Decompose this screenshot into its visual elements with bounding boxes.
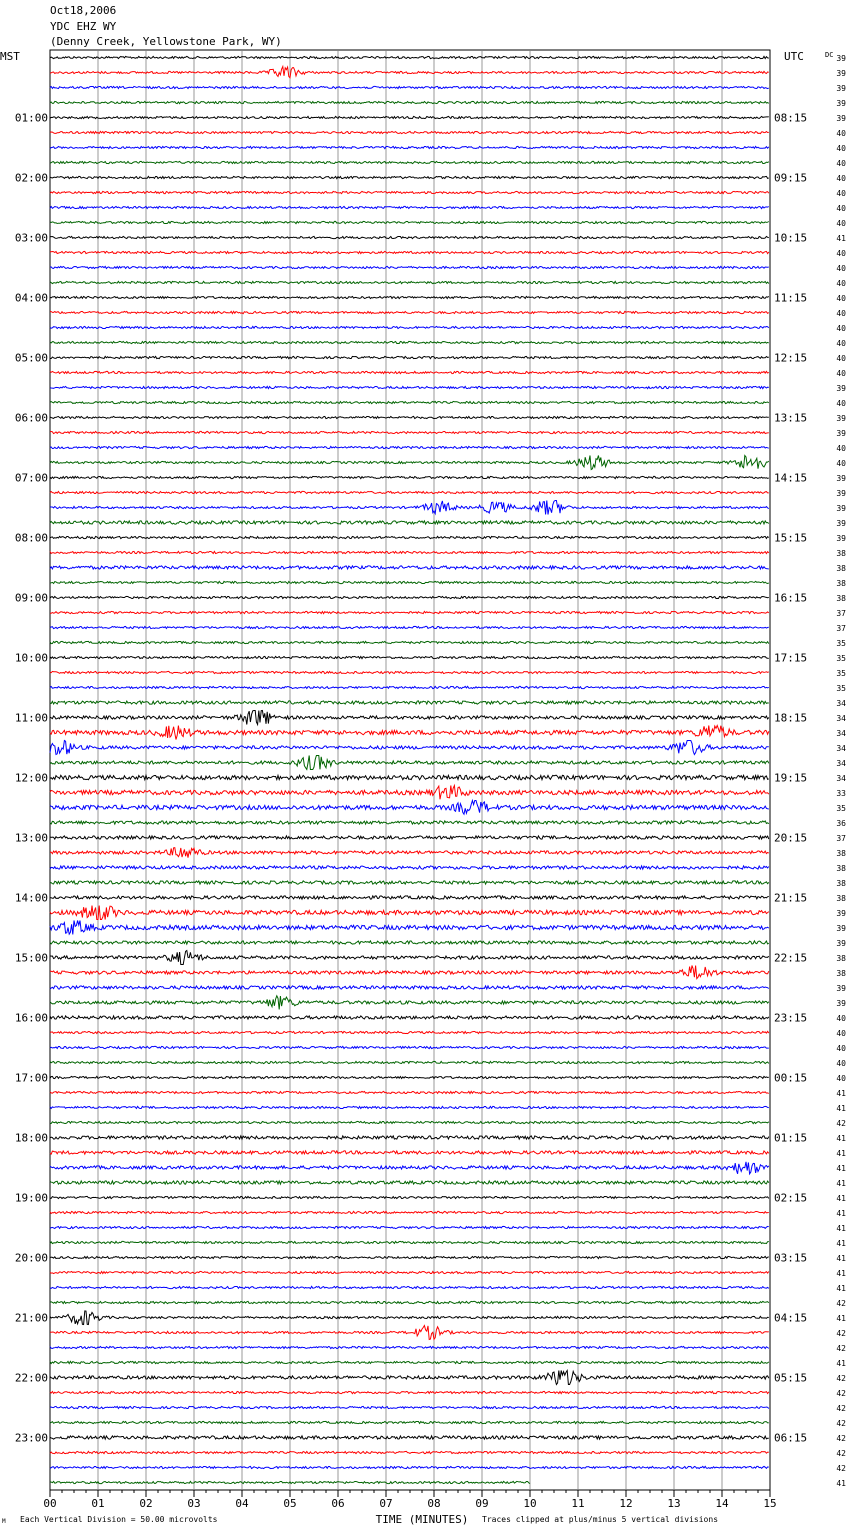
left-hour-label: 19:00 bbox=[14, 1191, 48, 1205]
dc-offset-label: 38 bbox=[836, 594, 846, 603]
trace-line bbox=[50, 921, 769, 935]
trace-line bbox=[50, 266, 769, 268]
trace-line bbox=[50, 1046, 769, 1048]
trace-line bbox=[50, 671, 769, 673]
trace-line bbox=[50, 1031, 769, 1033]
x-tick-label: 12 bbox=[619, 1497, 633, 1510]
right-hour-label: 08:15 bbox=[774, 111, 808, 125]
dc-offset-label: 34 bbox=[836, 714, 846, 723]
trace-line bbox=[50, 951, 769, 965]
right-hour-label: 19:15 bbox=[774, 771, 808, 785]
trace-line bbox=[50, 116, 769, 118]
dc-offset-label: 35 bbox=[836, 804, 846, 813]
dc-offset-label: 38 bbox=[836, 549, 846, 558]
dc-offset-label: 41 bbox=[836, 1479, 846, 1488]
trace-line bbox=[50, 67, 769, 78]
left-hour-label: 16:00 bbox=[14, 1011, 48, 1025]
right-hour-label: 13:15 bbox=[774, 411, 808, 425]
dc-offset-label: 34 bbox=[836, 774, 846, 783]
trace-line bbox=[50, 401, 769, 403]
trace-line bbox=[50, 1181, 769, 1184]
trace-line bbox=[50, 941, 769, 944]
dc-offset-label: 41 bbox=[836, 1239, 846, 1248]
trace-line bbox=[50, 1311, 769, 1325]
dc-offset-label: 37 bbox=[836, 609, 846, 618]
trace-line bbox=[50, 775, 769, 779]
x-tick-label: 10 bbox=[523, 1497, 537, 1510]
trace-line bbox=[50, 906, 769, 920]
dc-offset-label: 39 bbox=[836, 474, 846, 483]
trace-line bbox=[50, 866, 769, 869]
trace-line bbox=[50, 446, 769, 448]
trace-line bbox=[50, 456, 769, 470]
dc-offset-label: 39 bbox=[836, 939, 846, 948]
dc-offset-label: 40 bbox=[836, 1059, 846, 1068]
trace-line bbox=[50, 221, 769, 223]
trace-line bbox=[50, 1196, 769, 1198]
trace-line bbox=[50, 1271, 769, 1273]
trace-line bbox=[50, 896, 769, 899]
dc-offset-label: 40 bbox=[836, 1014, 846, 1023]
dc-offset-label: 42 bbox=[836, 1374, 846, 1383]
trace-line bbox=[50, 1241, 769, 1243]
dc-offset-label: 40 bbox=[836, 399, 846, 408]
trace-line bbox=[50, 611, 769, 613]
right-hour-label: 17:15 bbox=[774, 651, 808, 665]
trace-line bbox=[50, 1136, 769, 1139]
dc-offset-label: 35 bbox=[836, 669, 846, 678]
trace-line bbox=[50, 1091, 769, 1093]
dc-offset-label: 40 bbox=[836, 189, 846, 198]
dc-offset-label: 40 bbox=[836, 219, 846, 228]
x-tick-label: 09 bbox=[475, 1497, 489, 1510]
x-tick-label: 05 bbox=[283, 1497, 297, 1510]
left-hour-label: 18:00 bbox=[14, 1131, 48, 1145]
trace-line bbox=[50, 236, 769, 238]
x-tick-label: 01 bbox=[91, 1497, 105, 1510]
trace-line bbox=[50, 101, 769, 103]
dc-offset-label: 40 bbox=[836, 1074, 846, 1083]
trace-line bbox=[50, 786, 769, 800]
trace-line bbox=[50, 251, 769, 253]
left-hour-label: 20:00 bbox=[14, 1251, 48, 1265]
dc-offset-label: 40 bbox=[836, 339, 846, 348]
left-hour-label: 09:00 bbox=[14, 591, 48, 605]
dc-offset-label: 42 bbox=[836, 1119, 846, 1128]
x-tick-label: 07 bbox=[379, 1497, 393, 1510]
right-hour-label: 12:15 bbox=[774, 351, 808, 365]
dc-offset-label: 39 bbox=[836, 84, 846, 93]
trace-line bbox=[50, 626, 769, 628]
trace-line bbox=[50, 521, 769, 524]
right-hour-label: 11:15 bbox=[774, 291, 808, 305]
trace-line bbox=[50, 726, 769, 740]
dc-offset-label: 38 bbox=[836, 564, 846, 573]
left-hour-label: 23:00 bbox=[14, 1431, 48, 1445]
trace-line bbox=[50, 1211, 769, 1213]
right-hour-label: 16:15 bbox=[774, 591, 808, 605]
trace-line bbox=[50, 801, 769, 815]
left-hour-label: 17:00 bbox=[14, 1071, 48, 1085]
dc-offset-label: 37 bbox=[836, 624, 846, 633]
dc-offset-label: 41 bbox=[836, 1179, 846, 1188]
trace-line bbox=[50, 131, 769, 133]
dc-offset-label: 39 bbox=[836, 384, 846, 393]
left-hour-label: 01:00 bbox=[14, 111, 48, 125]
dc-offset-label: 40 bbox=[836, 1044, 846, 1053]
dc-offset-label: 40 bbox=[836, 249, 846, 258]
trace-line bbox=[50, 1061, 769, 1063]
dc-offset-label: 39 bbox=[836, 99, 846, 108]
left-hour-label: 21:00 bbox=[14, 1311, 48, 1325]
trace-line bbox=[50, 281, 769, 283]
dc-offset-label: 40 bbox=[836, 369, 846, 378]
trace-line bbox=[50, 1326, 769, 1340]
left-hour-label: 07:00 bbox=[14, 471, 48, 485]
trace-line bbox=[50, 431, 769, 433]
right-hour-label: 23:15 bbox=[774, 1011, 808, 1025]
dc-offset-label: 41 bbox=[836, 1224, 846, 1233]
trace-line bbox=[50, 146, 769, 148]
right-hour-label: 05:15 bbox=[774, 1371, 808, 1385]
trace-line bbox=[50, 1346, 769, 1348]
left-hour-label: 13:00 bbox=[14, 831, 48, 845]
trace-line bbox=[50, 296, 769, 298]
dc-offset-label: 39 bbox=[836, 519, 846, 528]
trace-line bbox=[50, 996, 769, 1010]
dc-offset-label: 42 bbox=[836, 1419, 846, 1428]
dc-offset-label: 41 bbox=[836, 1089, 846, 1098]
dc-offset-label: 42 bbox=[836, 1389, 846, 1398]
dc-offset-label: 40 bbox=[836, 309, 846, 318]
trace-line bbox=[50, 1106, 769, 1108]
dc-offset-label: 38 bbox=[836, 969, 846, 978]
dc-offset-label: 41 bbox=[836, 1314, 846, 1323]
left-timezone-label: MST bbox=[0, 50, 20, 63]
left-hour-label: 03:00 bbox=[14, 231, 48, 245]
dc-offset-label: 41 bbox=[836, 1254, 846, 1263]
trace-line bbox=[50, 161, 769, 163]
trace-line bbox=[50, 1121, 769, 1123]
dc-offset-label: 41 bbox=[836, 1104, 846, 1113]
right-hour-label: 21:15 bbox=[774, 891, 808, 905]
dc-offset-label: 40 bbox=[836, 444, 846, 453]
trace-line bbox=[50, 1076, 769, 1078]
trace-line bbox=[50, 641, 769, 643]
trace-line bbox=[50, 966, 769, 979]
right-hour-label: 02:15 bbox=[774, 1191, 808, 1205]
dc-offset-label: 42 bbox=[836, 1299, 846, 1308]
dc-offset-label: 38 bbox=[836, 849, 846, 858]
right-hour-label: 18:15 bbox=[774, 711, 808, 725]
header-location: (Denny Creek, Yellowstone Park, WY) bbox=[50, 35, 282, 48]
trace-line bbox=[50, 1256, 769, 1258]
dc-offset-label: 38 bbox=[836, 894, 846, 903]
right-hour-label: 22:15 bbox=[774, 951, 808, 965]
trace-line bbox=[50, 821, 769, 824]
dc-offset-label: 41 bbox=[836, 1164, 846, 1173]
dc-offset-label: 38 bbox=[836, 864, 846, 873]
dc-offset-label: 40 bbox=[836, 354, 846, 363]
dc-offset-label: 39 bbox=[836, 114, 846, 123]
x-tick-label: 15 bbox=[763, 1497, 777, 1510]
trace-line bbox=[50, 536, 769, 538]
dc-offset-label: 39 bbox=[836, 54, 846, 63]
right-hour-label: 06:15 bbox=[774, 1431, 808, 1445]
x-tick-label: 13 bbox=[667, 1497, 681, 1510]
footer-scale-label: Each Vertical Division = 50.00 microvolts bbox=[20, 1515, 218, 1524]
dc-offset-label: 34 bbox=[836, 759, 846, 768]
trace-line bbox=[50, 491, 769, 493]
dc-offset-label: 40 bbox=[836, 324, 846, 333]
trace-line bbox=[50, 326, 769, 328]
trace-line bbox=[50, 386, 769, 388]
right-hour-label: 15:15 bbox=[774, 531, 808, 545]
dc-offset-label: 39 bbox=[836, 504, 846, 513]
dc-offset-label: 42 bbox=[836, 1449, 846, 1458]
right-hour-label: 09:15 bbox=[774, 171, 808, 185]
trace-line bbox=[50, 1436, 769, 1439]
plot-frame bbox=[50, 50, 770, 1490]
trace-line bbox=[50, 56, 769, 58]
trace-line bbox=[50, 1406, 769, 1408]
dc-offset-label: 41 bbox=[836, 1149, 846, 1158]
right-hour-label: 20:15 bbox=[774, 831, 808, 845]
right-hour-label: 14:15 bbox=[774, 471, 808, 485]
dc-offset-label: 39 bbox=[836, 924, 846, 933]
dc-offset-label: 40 bbox=[836, 459, 846, 468]
dc-offset-label: 33 bbox=[836, 789, 846, 798]
dc-offset-label: 41 bbox=[836, 1134, 846, 1143]
trace-line bbox=[50, 1391, 769, 1393]
right-hour-label: 00:15 bbox=[774, 1071, 808, 1085]
corner-mark: M bbox=[2, 1518, 6, 1525]
trace-line bbox=[50, 686, 769, 688]
trace-line bbox=[50, 86, 769, 88]
dc-offset-label: 41 bbox=[836, 1284, 846, 1293]
trace-line bbox=[50, 1371, 769, 1385]
dc-offset-label: 42 bbox=[836, 1434, 846, 1443]
dc-offset-label: 40 bbox=[836, 129, 846, 138]
x-axis-label: TIME (MINUTES) bbox=[375, 1513, 469, 1526]
dc-offset-label: 39 bbox=[836, 984, 846, 993]
trace-line bbox=[50, 881, 769, 884]
trace-line bbox=[50, 1162, 769, 1174]
left-hour-label: 10:00 bbox=[14, 651, 48, 665]
trace-line bbox=[50, 701, 769, 704]
trace-line bbox=[50, 356, 769, 358]
trace-line bbox=[50, 1016, 769, 1019]
dc-offset-label: 36 bbox=[836, 819, 846, 828]
dc-offset-label: 38 bbox=[836, 954, 846, 963]
trace-line bbox=[50, 836, 769, 839]
dc-offset-label: 34 bbox=[836, 729, 846, 738]
x-tick-label: 03 bbox=[187, 1497, 201, 1510]
header-station: YDC EHZ WY bbox=[50, 20, 117, 33]
x-tick-label: 00 bbox=[43, 1497, 57, 1510]
left-hour-label: 12:00 bbox=[14, 771, 48, 785]
dc-offset-label: 41 bbox=[836, 234, 846, 243]
trace-line bbox=[50, 566, 769, 569]
dc-offset-label: 41 bbox=[836, 1269, 846, 1278]
footer-clip-label: Traces clipped at plus/minus 5 vertical divisions bbox=[482, 1515, 719, 1524]
dc-offset-label: 38 bbox=[836, 879, 846, 888]
trace-line bbox=[50, 1466, 769, 1468]
x-tick-label: 11 bbox=[571, 1497, 585, 1510]
trace-line bbox=[50, 1151, 769, 1154]
dc-offset-label: 39 bbox=[836, 534, 846, 543]
left-hour-label: 22:00 bbox=[14, 1371, 48, 1385]
dc-offset-label: 42 bbox=[836, 1329, 846, 1338]
left-hour-label: 11:00 bbox=[14, 711, 48, 725]
trace-line bbox=[50, 311, 769, 313]
dc-offset-label: 34 bbox=[836, 699, 846, 708]
dc-offset-label: 42 bbox=[836, 1404, 846, 1413]
x-tick-label: 06 bbox=[331, 1497, 345, 1510]
x-tick-label: 14 bbox=[715, 1497, 729, 1510]
dc-offset-label: 42 bbox=[836, 1464, 846, 1473]
dc-offset-label: 38 bbox=[836, 579, 846, 588]
dc-offset-label: 35 bbox=[836, 684, 846, 693]
trace-line bbox=[50, 1226, 769, 1228]
dc-offset-label: 35 bbox=[836, 639, 846, 648]
left-hour-label: 04:00 bbox=[14, 291, 48, 305]
left-hour-label: 05:00 bbox=[14, 351, 48, 365]
trace-line bbox=[50, 656, 769, 658]
right-hour-label: 04:15 bbox=[774, 1311, 808, 1325]
trace-line bbox=[50, 191, 769, 193]
dc-offset-label: 34 bbox=[836, 744, 846, 753]
trace-line bbox=[50, 596, 769, 598]
right-hour-label: 03:15 bbox=[774, 1251, 808, 1265]
trace-line bbox=[50, 711, 769, 725]
trace-line bbox=[50, 176, 769, 178]
right-hour-label: 01:15 bbox=[774, 1131, 808, 1145]
dc-offset-label: 39 bbox=[836, 429, 846, 438]
dc-offset-label: 40 bbox=[836, 159, 846, 168]
x-tick-label: 08 bbox=[427, 1497, 441, 1510]
dc-offset-label: 41 bbox=[836, 1209, 846, 1218]
dc-offset-label: 40 bbox=[836, 1029, 846, 1038]
trace-line bbox=[50, 741, 769, 755]
trace-line bbox=[50, 551, 769, 553]
trace-line bbox=[50, 1421, 769, 1423]
dc-offset-label: 40 bbox=[836, 294, 846, 303]
left-hour-label: 14:00 bbox=[14, 891, 48, 905]
dc-offset-label: 40 bbox=[836, 144, 846, 153]
dc-offset-label: 42 bbox=[836, 1344, 846, 1353]
trace-line bbox=[50, 1301, 769, 1303]
dc-offset-label: 40 bbox=[836, 279, 846, 288]
right-hour-label: 10:15 bbox=[774, 231, 808, 245]
right-timezone-label: UTC bbox=[784, 50, 804, 63]
dc-offset-label: 35 bbox=[836, 654, 846, 663]
trace-line bbox=[50, 581, 769, 583]
left-hour-label: 15:00 bbox=[14, 951, 48, 965]
trace-line bbox=[50, 1286, 769, 1288]
dc-offset-label: 39 bbox=[836, 414, 846, 423]
trace-line bbox=[50, 1451, 769, 1453]
dc-offset-label: 40 bbox=[836, 174, 846, 183]
x-tick-label: 04 bbox=[235, 1497, 249, 1510]
trace-line bbox=[50, 371, 769, 373]
left-hour-label: 06:00 bbox=[14, 411, 48, 425]
x-tick-label: 02 bbox=[139, 1497, 153, 1510]
dc-header-label: DC bbox=[825, 51, 834, 59]
trace-line bbox=[50, 206, 769, 208]
dc-offset-label: 39 bbox=[836, 69, 846, 78]
trace-line bbox=[50, 756, 769, 770]
dc-offset-label: 40 bbox=[836, 264, 846, 273]
trace-line bbox=[50, 1361, 769, 1363]
dc-offset-label: 39 bbox=[836, 489, 846, 498]
dc-offset-label: 40 bbox=[836, 204, 846, 213]
dc-offset-label: 39 bbox=[836, 999, 846, 1008]
trace-line bbox=[50, 986, 769, 989]
dc-offset-label: 37 bbox=[836, 834, 846, 843]
dc-offset-label: 39 bbox=[836, 909, 846, 918]
trace-line bbox=[50, 416, 769, 418]
header-date: Oct18,2006 bbox=[50, 4, 117, 17]
trace-line bbox=[50, 341, 769, 343]
dc-offset-label: 41 bbox=[836, 1194, 846, 1203]
dc-offset-label: 41 bbox=[836, 1359, 846, 1368]
trace-line bbox=[50, 501, 769, 515]
left-hour-label: 08:00 bbox=[14, 531, 48, 545]
trace-line bbox=[50, 476, 769, 478]
trace-line bbox=[50, 848, 769, 858]
left-hour-label: 02:00 bbox=[14, 171, 48, 185]
